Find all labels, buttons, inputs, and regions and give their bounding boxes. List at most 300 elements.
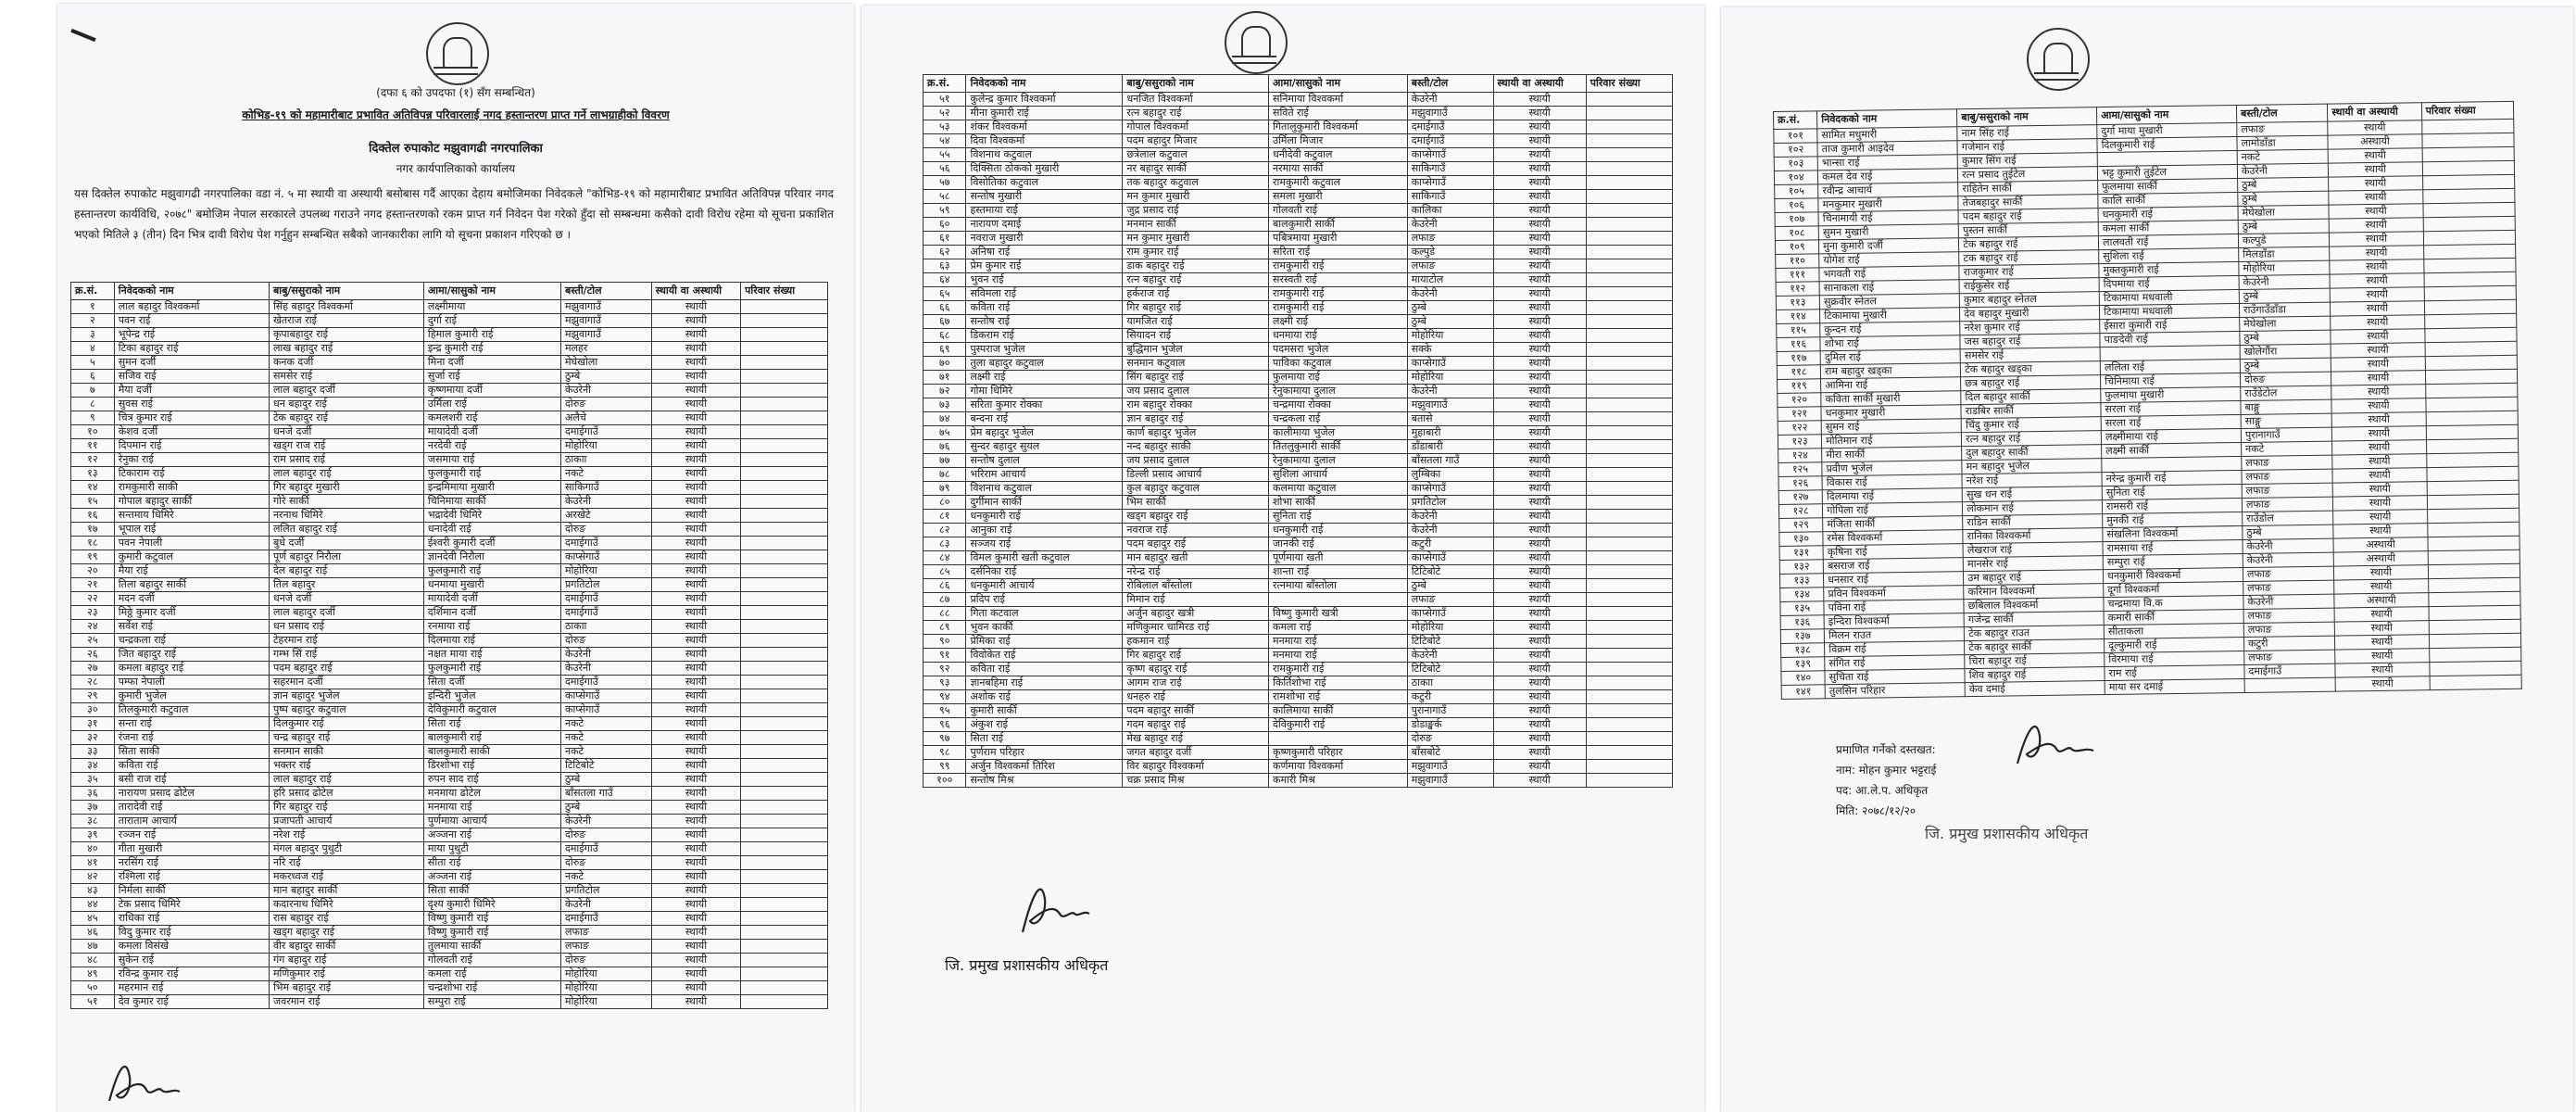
cell-settlement: ठुम्बे (2240, 330, 2331, 345)
cell-family-size (741, 578, 828, 592)
cell-settlement: बतासे (1407, 412, 1493, 426)
cell-applicant: दिक्सिता ठोकको मुखारी (966, 162, 1123, 176)
cell-applicant: योगेश राई (1819, 252, 1959, 268)
cell-serial: ९५ (924, 704, 966, 718)
cell-settlement: दमाईगाउँ (561, 676, 652, 689)
cell-applicant: कुमारी भुजेल (114, 689, 269, 703)
cell-settlement: दमाईगाउँ (561, 425, 652, 439)
cell-father: दिलकुमार राई (269, 717, 423, 731)
col-applicant: निवेदकको नाम (1817, 109, 1957, 129)
table-row (71, 926, 828, 940)
cell-residency: स्थायी (2334, 579, 2428, 594)
cell-residency: स्थायी (2334, 565, 2428, 580)
table-row (71, 550, 828, 564)
cell-mother: देविकुमारी राई (1269, 718, 1408, 732)
cell-applicant: ताज कुमारी आइदेव (1817, 141, 1957, 157)
cell-settlement: टिटिबोटे (1407, 635, 1493, 649)
cell-mother: फुलमाया सार्की (2098, 179, 2238, 195)
cell-settlement: कटुरी (2243, 636, 2335, 651)
cell-father: खड्ग राज राई (269, 439, 423, 453)
cell-settlement: दोरुङ (561, 856, 652, 870)
cell-mother: डिरशोभा राई (423, 759, 560, 773)
cell-father: सिंग बहादुर राई (1123, 371, 1269, 385)
cell-father: गंग बहादुर राई (269, 954, 423, 967)
cell-residency: स्थायी (2333, 482, 2427, 497)
table-row (71, 745, 828, 759)
cell-mother: चन्द्रमाया रोक्का (1269, 398, 1408, 412)
cell-residency: स्थायी (2332, 468, 2426, 483)
cell-applicant: बसराज राई (1823, 558, 1963, 574)
table-row (924, 537, 1673, 551)
table-row (924, 524, 1673, 537)
cell-settlement: साङ्गु (2241, 413, 2332, 428)
table-row (71, 300, 828, 314)
cell-applicant: राम बहादुर खड्का (1821, 363, 1961, 379)
cell-mother: रत्नमाया बाँस्तोला (1269, 579, 1408, 593)
cell-residency: स्थायी (651, 495, 740, 509)
table-row (924, 607, 1673, 621)
cell-residency: स्थायी (1493, 315, 1586, 329)
cell-father: गजेमान राई (1957, 139, 2097, 155)
cell-mother: फुलकुमारी राई (423, 564, 560, 578)
cell-applicant: सुमन राई (1821, 419, 1961, 435)
cell-applicant: भुवन राई (966, 273, 1123, 287)
table-row (71, 620, 828, 634)
cell-mother: कालिमाया सार्की (1269, 704, 1408, 718)
cell-mother: तितलुकुमारी सार्की (1269, 440, 1408, 454)
cell-family-size (2422, 160, 2515, 175)
table-row (924, 259, 1673, 273)
cell-serial: २५ (71, 634, 115, 648)
cell-father: आगम राज राई (1123, 676, 1269, 690)
cell-residency: स्थायी (1493, 426, 1586, 440)
cell-family-size (2427, 522, 2519, 537)
cell-mother: संखलिना विश्वकर्मा (2103, 525, 2243, 541)
table-row (71, 342, 828, 356)
cell-family-size (741, 356, 828, 370)
cell-serial: ९० (924, 635, 966, 649)
cell-father: मकरध्वज राई (269, 870, 423, 884)
cell-serial: ५ (71, 356, 115, 370)
cell-residency: स्थायी (651, 425, 740, 439)
cell-applicant: मदन दर्जी (114, 592, 269, 606)
cell-serial: ११९ (1778, 379, 1821, 394)
cell-serial: १७ (71, 523, 115, 537)
section-reference: (दफा ६ को उपदफा (१) सँग सम्बन्धित) (376, 86, 535, 99)
cell-settlement: मोहोरिया (1407, 621, 1493, 635)
cell-family-size (741, 773, 828, 787)
cell-settlement (2244, 677, 2336, 692)
cell-mother: धनमाया राई (1269, 329, 1408, 343)
cell-residency: स्थायी (651, 773, 740, 787)
cell-applicant: मोतिमान राई (1822, 433, 1962, 449)
cell-applicant: धनसार राई (1824, 572, 1964, 588)
cell-serial: १९ (71, 550, 115, 564)
cell-father: पुस्तन सार्की (1958, 222, 2098, 238)
cell-residency: स्थायी (2333, 496, 2427, 511)
cell-residency: स्थायी (1493, 232, 1586, 246)
cell-mother: लक्ष्मीमाया (423, 300, 560, 314)
cell-settlement: केउरेनी (2237, 163, 2329, 178)
cell-residency: स्थायी (651, 940, 740, 954)
cell-settlement: नकटे (561, 467, 652, 481)
cell-settlement: मोहोरिया (1407, 329, 1493, 343)
table-row (924, 718, 1673, 732)
cell-settlement: कालिका (1407, 204, 1493, 218)
cell-applicant: सन्तोष दुलाल (966, 454, 1123, 468)
cell-settlement: केउरेनी (561, 898, 652, 912)
cell-family-size (2425, 355, 2518, 370)
cell-mother: किर्तिशोभा राई (1269, 676, 1408, 690)
cell-family-size (1586, 371, 1672, 385)
cell-family-size (1586, 704, 1672, 718)
table-row (924, 676, 1673, 690)
cell-family-size (2428, 577, 2520, 592)
cell-serial: ७ (71, 384, 115, 398)
cell-family-size (741, 564, 828, 578)
cell-residency: स्थायी (651, 815, 740, 828)
table-row (924, 690, 1673, 704)
cell-family-size (1586, 635, 1672, 649)
table-row (71, 398, 828, 411)
cell-settlement: अलैचे (561, 411, 652, 425)
cell-applicant: भरिराम आचार्य (966, 468, 1123, 482)
cell-father: मन कुमार मुखारी (1123, 190, 1269, 204)
cell-family-size (741, 398, 828, 411)
cell-settlement: केउरेनी (2243, 538, 2334, 553)
post-line (1836, 780, 1936, 801)
cell-family-size (1586, 176, 1672, 190)
cell-father: कदारनाथ धिमिरे (269, 898, 423, 912)
cell-settlement: दोरुङ (561, 523, 652, 537)
cell-father: दिल बहादुर सार्की (1961, 389, 2101, 405)
cell-serial: ४४ (71, 898, 115, 912)
cell-settlement: प्रगतिटोल (1407, 496, 1493, 510)
cell-mother (1269, 593, 1408, 607)
cell-father: जय प्रसाद दुलाल (1123, 385, 1269, 398)
cell-applicant: रविन्द्र कुमार राई (114, 967, 269, 981)
table-row (924, 746, 1673, 760)
cell-family-size (1586, 510, 1672, 524)
table-row (71, 967, 828, 981)
cell-serial: २० (71, 564, 115, 578)
table-row (71, 564, 828, 578)
cell-father: कृष्ण बहादुर राई (1123, 663, 1269, 676)
cell-applicant: प्रेम कुमार राई (966, 259, 1123, 273)
table-row (71, 759, 828, 773)
cell-serial: ४ (71, 342, 115, 356)
cell-father: कुमार बहादुर स्नेतल (1960, 292, 2100, 308)
cell-family-size (2423, 202, 2516, 217)
cell-father: गोरे सार्की (269, 495, 423, 509)
cell-residency: स्थायी (651, 856, 740, 870)
cell-residency: स्थायी (1493, 176, 1586, 190)
cell-father: मान बहादुर खती (1123, 551, 1269, 565)
cell-settlement: केउरेनी (1407, 510, 1493, 524)
cell-father: मन कुमार मुखारी (1123, 232, 1269, 246)
cell-serial: ५५ (924, 148, 966, 162)
cell-mother: माया पुथुटी (423, 842, 560, 856)
cell-serial: १२९ (1779, 518, 1823, 533)
cell-mother: चन्द्रमाया वि.क (2104, 595, 2243, 611)
cell-applicant: तारादेवी राई (114, 801, 269, 815)
cell-serial: १२२ (1778, 421, 1821, 436)
table-row (71, 842, 828, 856)
cell-serial: ५७ (924, 176, 966, 190)
cell-family-size (1586, 690, 1672, 704)
cell-father: पूर्ण बहादुर निरौला (269, 550, 423, 564)
cell-family-size (741, 967, 828, 981)
cell-applicant: विसोतिका कटुवाल (966, 176, 1123, 190)
signature-mark (2008, 708, 2101, 777)
cell-applicant: पवन नेपाली (114, 537, 269, 550)
cell-applicant: गोपिला राई (1823, 502, 1963, 518)
cell-residency: स्थायी (2331, 412, 2425, 427)
cell-mother (1269, 732, 1408, 746)
cell-serial: १४० (1781, 671, 1825, 686)
cell-mother: पुर्णमाया आचार्य (423, 815, 560, 828)
cell-serial: ११ (71, 439, 115, 453)
cell-family-size (1586, 218, 1672, 232)
cell-father: मिमान राई (1123, 593, 1269, 607)
cell-father: खेतराज राई (269, 314, 423, 328)
cell-applicant: बन्दना राई (966, 412, 1123, 426)
table-row (924, 232, 1673, 246)
table-row (71, 787, 828, 801)
cell-applicant: चिनामायी राई (1818, 210, 1958, 226)
cell-settlement: मेघेखोला (2238, 205, 2330, 220)
cell-residency: स्थायी (651, 370, 740, 384)
cell-father: चिंदु कुमार राई (1961, 417, 2101, 433)
cell-residency: स्थायी (651, 592, 740, 606)
cell-mother: तुलमाया सार्की (423, 940, 560, 954)
cell-serial: ५१ (71, 995, 115, 1009)
cell-residency: स्थायी (1493, 482, 1586, 496)
cell-applicant: रेनुका राई (114, 453, 269, 467)
cell-settlement: लुम्बिका (1407, 468, 1493, 482)
cell-mother: रामकुमारी कटुवाल (1269, 176, 1408, 190)
cell-settlement: लफाङ (561, 940, 652, 954)
cell-serial: १२१ (1778, 407, 1821, 422)
cell-applicant: सुक्रवीर स्नेतल (1819, 294, 1959, 310)
cell-residency: स्थायी (1493, 454, 1586, 468)
cell-serial: १३१ (1779, 546, 1823, 561)
cell-applicant: रमेस विश्वकर्मा (1823, 530, 1963, 546)
cell-mother: धनकुमारी राई (2098, 207, 2238, 222)
name-label: नाम: (1836, 764, 1855, 777)
cell-mother: धनकुमारी विश्वकर्मा (2104, 567, 2243, 583)
cell-serial: ६८ (924, 329, 966, 343)
table-row (924, 565, 1673, 579)
beneficiary-table-page-1 (70, 282, 828, 1009)
cell-serial: ३६ (71, 787, 115, 801)
cell-settlement: ठुम्बे (2243, 524, 2334, 539)
cell-family-size (741, 995, 828, 1009)
cell-settlement: कटुरी (1407, 537, 1493, 551)
cell-family-size (1586, 162, 1672, 176)
cell-applicant: कमला विसंखे (114, 940, 269, 954)
cell-mother: रामकुमारी राई (1269, 663, 1408, 676)
cell-serial: ४१ (71, 856, 115, 870)
cell-serial: १३४ (1780, 588, 1824, 602)
cell-residency: स्थायी (651, 356, 740, 370)
cell-residency: स्थायी (2330, 259, 2423, 274)
cell-residency: स्थायी (651, 898, 740, 912)
cell-mother: दूल्कुमारी राई (2105, 637, 2244, 652)
cell-applicant: रञ्जन राई (114, 828, 269, 842)
cell-residency: स्थायी (651, 328, 740, 342)
cell-family-size (741, 606, 828, 620)
cell-serial: १३९ (1781, 657, 1825, 672)
cell-settlement: केउरेनी (1407, 218, 1493, 232)
table-row (924, 663, 1673, 676)
cell-applicant: सजिव राई (114, 370, 269, 384)
office-designation: जि. प्रमुख प्रशासकीय अधिकृत (1925, 825, 2089, 842)
cell-settlement: नकटे (561, 717, 652, 731)
cell-serial: ९८ (924, 746, 966, 760)
cell-family-size (1586, 315, 1672, 329)
cell-settlement: कटुरी (1407, 690, 1493, 704)
cell-residency: स्थायी (1493, 746, 1586, 760)
cell-applicant: मिलन राउत (1824, 627, 1964, 643)
cell-family-size (741, 842, 828, 856)
cell-family-size (1586, 718, 1672, 732)
cell-mother: कलमाया कटुवाल (1269, 482, 1408, 496)
cell-residency: स्थायी (1493, 371, 1586, 385)
cell-settlement: मुहाबारी (1407, 426, 1493, 440)
cell-mother: विरमाया राई (2105, 651, 2244, 666)
cell-settlement: ठुम्बे (1407, 579, 1493, 593)
cell-settlement: टिटिबोटे (1407, 565, 1493, 579)
table-row (71, 995, 828, 1009)
notice-paragraph: यस दिक्तेल रुपाकोट मझुवागढी नगरपालिका वडा नं. ५ मा स्थायी वा अस्थायी बसोबास गर्दै आएका देहाय बमोजिमका निवेदकले "कोभिड-१९ को महामारीबाट प्रभावित अतिविपन्न परिवार नगद हस्तान्तरण कार्यविधि, २०७८" बमोजिम नेपाल सरकारले उपलब्ध गराउने नगद हस्तान्तरणको रकम प्राप्त गर्न निवेदन पेश गरेको हुँदा सो सम्बन्धमा कसैको दावी विरोध रहेमा यो सूचना प्रकाशित भएको मितिले ३ (तीन) दिन भित्र दावी विरोध पेश गर्नुहुन सम्बन्धित सबैको जानकारीका लागि यो सूचना प्रकाशन गरिएको छ । (74, 187, 834, 241)
cell-applicant: कविता राई (966, 663, 1123, 676)
cell-residency: स्थायी (1493, 259, 1586, 273)
cell-settlement: दमाईगाउँ (1407, 134, 1493, 148)
cell-mother: कालि सार्की (2098, 193, 2238, 208)
cell-father: विर बहादुर विश्वकर्मा (1123, 760, 1269, 774)
table-row (71, 912, 828, 926)
cell-residency: स्थायी (2331, 357, 2425, 372)
cell-mother: कमला सार्की (2098, 221, 2238, 236)
cell-family-size (2429, 619, 2521, 634)
cell-applicant: रामकुमारी साकी (114, 481, 269, 495)
cell-serial: १३८ (1781, 643, 1825, 658)
table-row (71, 481, 828, 495)
table-row (924, 190, 1673, 204)
cell-applicant: पम्फा नेपाली (114, 676, 269, 689)
cell-applicant: धनकुमारी राई (966, 510, 1123, 524)
cell-residency: स्थायी (2335, 635, 2429, 650)
cell-father: मणिकुमार चामिरड राई (1123, 621, 1269, 635)
table-row (71, 801, 828, 815)
cell-serial: ४६ (71, 926, 115, 940)
cell-father: लाल बहादुर दर्जी (269, 384, 423, 398)
col-father: बाबु/ससुराको नाम (1123, 75, 1269, 93)
cell-applicant: टिकाराम राई (114, 467, 269, 481)
cell-settlement: मोहोरिया (561, 564, 652, 578)
cell-applicant: दिलमाया राई (1822, 488, 1962, 504)
cell-serial: ८७ (924, 593, 966, 607)
cell-applicant: रश्मिला राई (114, 870, 269, 884)
cell-father: राम बहादुर रोक्का (1123, 398, 1269, 412)
date-label: मिति: (1836, 804, 1859, 817)
cell-family-size (2423, 230, 2516, 245)
cell-family-size (741, 745, 828, 759)
cell-mother: नरेन्द्र कुमारी राई (2102, 470, 2242, 486)
cell-residency: स्थायी (2330, 246, 2423, 260)
cell-applicant: ताराताम आचार्य (114, 815, 269, 828)
cell-father: तिल बहादुर (269, 578, 423, 592)
cell-applicant: अंकुश राई (966, 718, 1123, 732)
cell-settlement: काप्सेगाउँ (1407, 551, 1493, 565)
cell-settlement: राउँगाउँडाँडा (2239, 302, 2331, 317)
cell-serial: ७८ (924, 468, 966, 482)
certified-by-label: प्रमाणित गर्नेको दस्तखत: (1836, 743, 1936, 756)
cell-serial: ४७ (71, 940, 115, 954)
cell-serial: ५४ (924, 134, 966, 148)
cell-residency: स्थायी (1493, 510, 1586, 524)
table-row (924, 93, 1673, 107)
cell-settlement: ठुम्बे (1407, 301, 1493, 315)
cell-family-size (2427, 466, 2519, 481)
cell-father: धन प्रसाद राई (269, 620, 423, 634)
table-row (924, 510, 1673, 524)
cell-residency: स्थायी (2329, 204, 2422, 219)
cell-mother: धनकुमारी राई (1269, 524, 1408, 537)
table-row (924, 301, 1673, 315)
table-row (71, 384, 828, 398)
col-settlement: बस्ती/टोल (1407, 75, 1493, 93)
cell-family-size (2424, 272, 2517, 286)
cell-mother: दर्शिमान दर्जी (423, 606, 560, 620)
cell-residency: स्थायी (2334, 607, 2428, 622)
cell-applicant: सुचिता राई (1825, 669, 1965, 685)
cell-mother: फुलमाया मुखारी (2101, 386, 2241, 402)
cell-applicant: लाल बहादुर विश्वकर्मा (114, 300, 269, 314)
cell-settlement: मोहोरिया (561, 981, 652, 995)
cell-applicant: विशनाथ कटुवाल (966, 482, 1123, 496)
cell-applicant: मिठ्ठे कुमार दर्जी (114, 606, 269, 620)
cell-father: वीर बहादुर सार्की (269, 940, 423, 954)
cell-residency: स्थायी (651, 954, 740, 967)
table-row (71, 328, 828, 342)
cell-mother: नरमाया सार्की (1269, 162, 1408, 176)
cell-settlement: लफाङ (2242, 469, 2333, 484)
cell-family-size (1586, 579, 1672, 593)
cell-applicant: नारायण दमाई (966, 218, 1123, 232)
cell-applicant: सञ्जय राई (966, 537, 1123, 551)
table-row (71, 523, 828, 537)
cell-mother: पूर्णमाया खती (1269, 551, 1408, 565)
table-row (924, 454, 1673, 468)
cell-applicant: कुमारी कटुवाल (114, 550, 269, 564)
cell-residency: स्थायी (651, 912, 740, 926)
cell-family-size (741, 662, 828, 676)
cell-serial: ८० (924, 496, 966, 510)
cell-settlement: डाँडाबारी (1407, 440, 1493, 454)
cell-family-size (741, 787, 828, 801)
cell-father: लोकमान राई (1963, 500, 2103, 516)
cell-applicant: आनुका राई (966, 524, 1123, 537)
cell-applicant: तुलसिन परिहार (1825, 683, 1965, 699)
col-serial: क्र.सं. (1774, 111, 1817, 130)
cell-mother: रामकुमारी राई (1269, 259, 1408, 273)
cell-father: गिर बहादुर राई (1123, 649, 1269, 663)
cell-father: शिव बहादुर राई (1965, 667, 2105, 683)
cell-father: मेख बहादुर राई (1123, 732, 1269, 746)
cell-mother: फुलमाया राई (1269, 371, 1408, 385)
